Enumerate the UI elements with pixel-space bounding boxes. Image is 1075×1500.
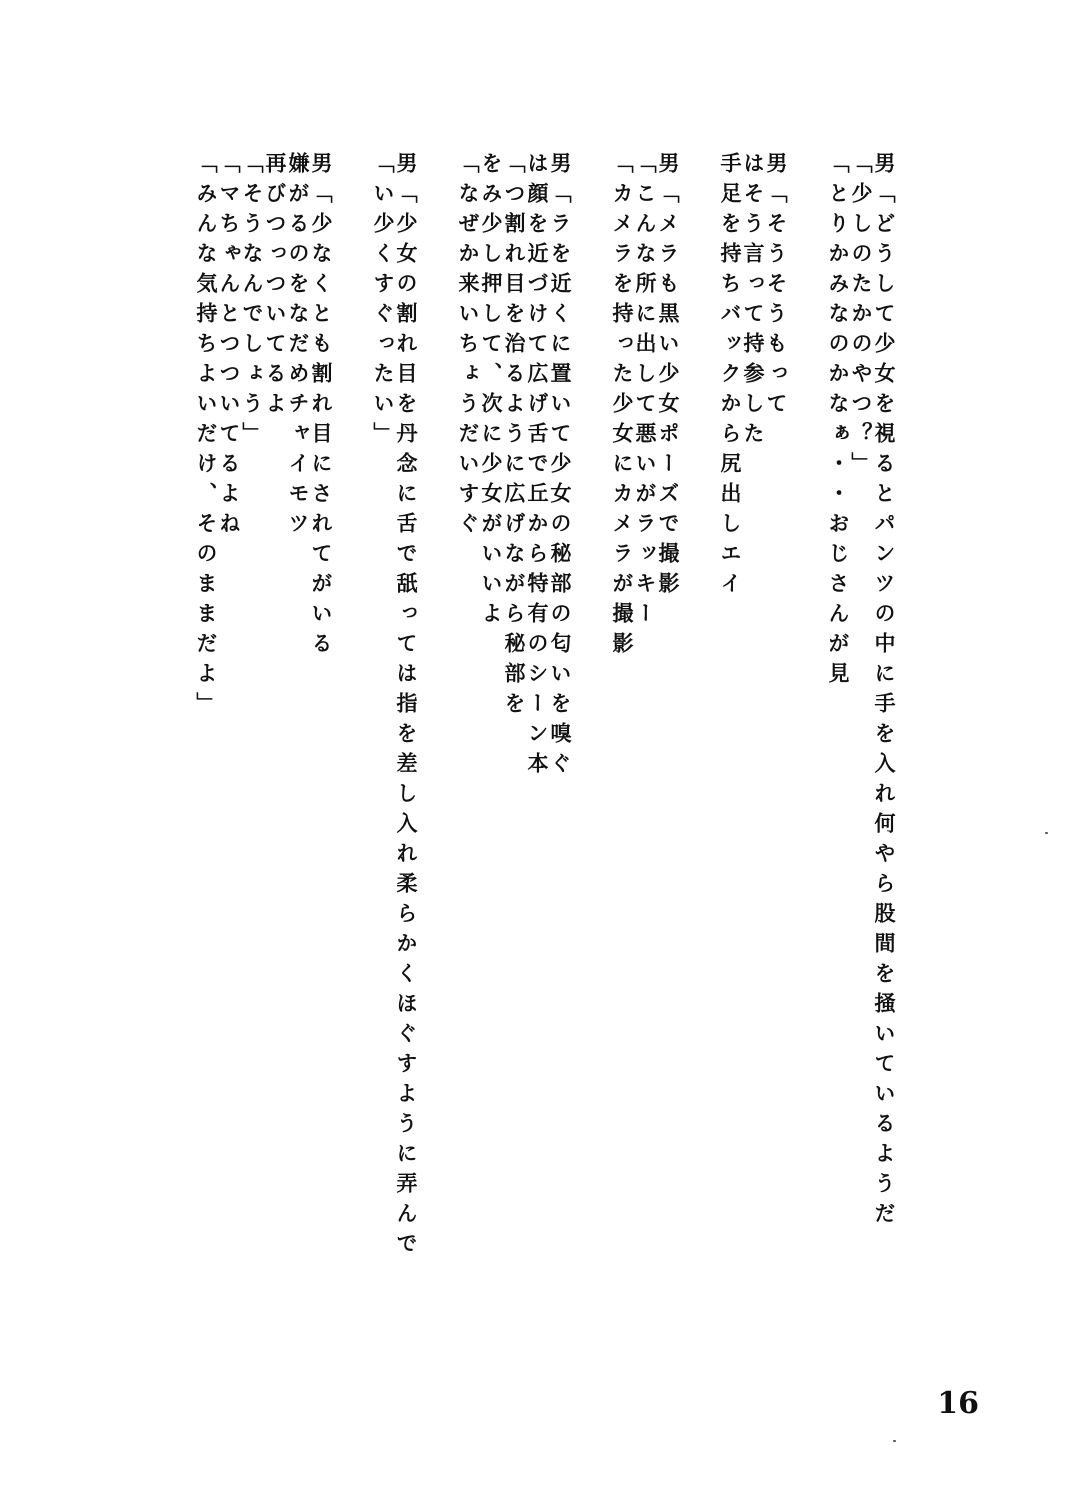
dialogue-line: 男「少なくとも割れ目にされてがいる <box>309 152 333 662</box>
scan-speck <box>893 1440 896 1442</box>
dialogue-line: 「つ割れ目を治るように広げながら秘部を <box>502 152 526 722</box>
dialogue-group-5 <box>372 152 417 1262</box>
dialogue-group-3 <box>611 152 679 662</box>
dialogue-group-4 <box>457 152 571 782</box>
page-number: 16 <box>937 1386 979 1421</box>
dialogue-line: 「こんな所に出して悪いがラッキー <box>633 152 657 632</box>
dialogue-line: 嫌がるのをなだめチャイモツ <box>286 152 310 542</box>
scan-speck <box>1045 832 1048 834</box>
dialogue-line: 「そうなんでしょう」 <box>240 152 264 452</box>
dialogue-line: 男「メラも黒い少女ポーズで撮影 <box>656 152 680 602</box>
dialogue-line: 「少しのたかのやつ？」 <box>849 152 873 482</box>
dialogue-line: 男「少女の割れ目を丹念に舌で舐っては指を差し入れ柔らかくほぐすように弄んで <box>394 152 418 1262</box>
dialogue-line: 男「そうそうもって <box>764 152 788 422</box>
dialogue-line: 「マちゃんとつついてるよね <box>217 152 241 542</box>
dialogue-line: 「みんな気持ちよいだけ、そのままだよ」 <box>194 152 218 722</box>
dialogue-line: はそう言って持参した <box>741 152 765 452</box>
vertical-text-area <box>195 152 895 1342</box>
dialogue-line: 手足を持ちバックから尻出しエイ <box>718 152 742 602</box>
dialogue-line: 男「どうして少女を視るとパンツの中に手を入れ何やら股間を掻いているようだ <box>872 152 896 1232</box>
dialogue-group-6 <box>195 152 332 722</box>
dialogue-line: 「い少くすぐったい」 <box>371 152 395 452</box>
dialogue-line: 「なぜか来いちょうだいすぐ <box>456 152 480 542</box>
dialogue-line: をみ少し押して、次に少女がいいよ <box>479 152 503 632</box>
dialogue-line: 「カメラを持った少女にカメラが撮影 <box>610 152 634 662</box>
dialogue-line: 男「ラを近くに置いて少女の秘部の匂いを嗅ぐ <box>548 152 572 782</box>
dialogue-group-1 <box>827 152 895 1232</box>
dialogue-line: 再びつっついてるよ <box>263 152 287 422</box>
dialogue-line: は顔を近づけて広げ舌で丘から特有のシーン本 <box>525 152 549 782</box>
dialogue-group-2 <box>719 152 787 602</box>
dialogue-line: 「とりかみなのかなぁ・・おじさんが見 <box>826 152 850 692</box>
